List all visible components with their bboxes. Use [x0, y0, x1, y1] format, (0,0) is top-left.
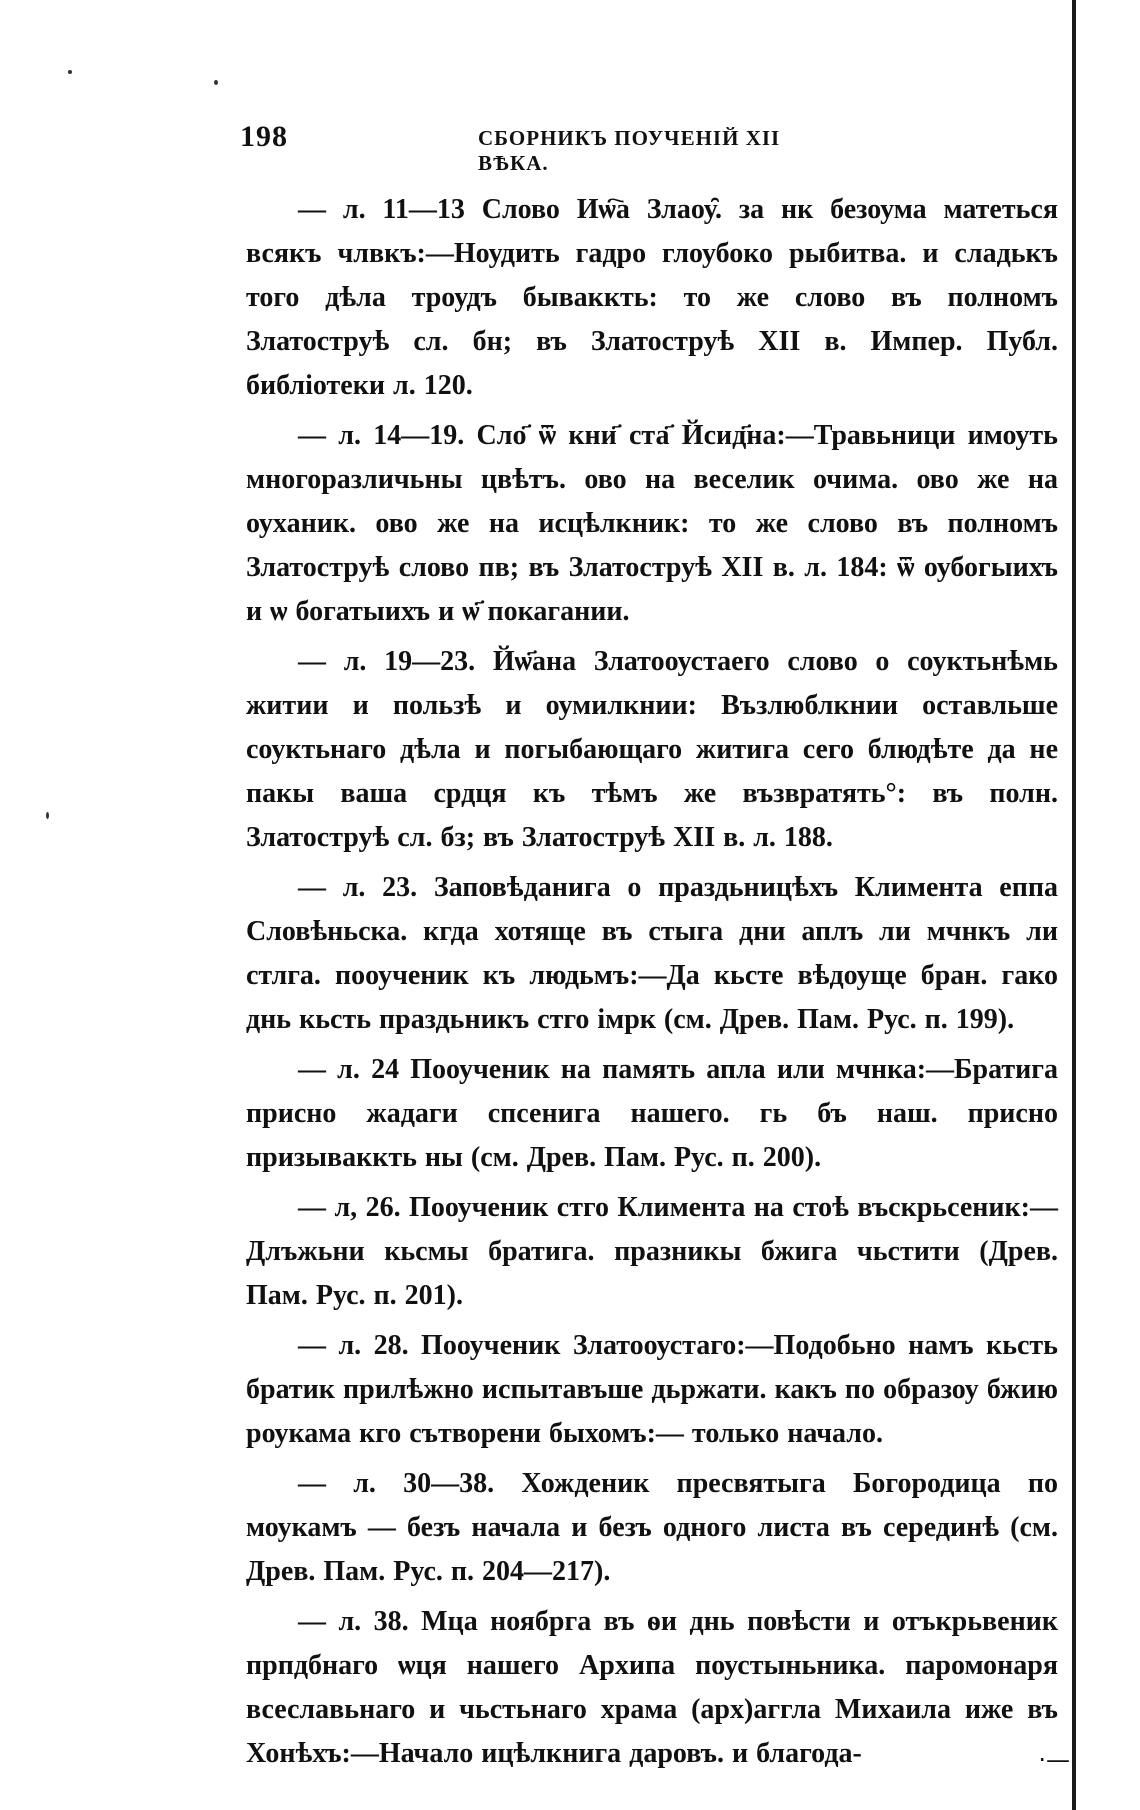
catalog-entry: — л. 19—23. Йѡ҃ана Златооустаего слово о соуктьнѣмь житии и пользѣ и оумилкнии: Възлюблкнии оставльше соуктьнаго дѣла и погыбающаго житига сего блюдѣте да не пакы ваша срдця къ тѣмъ же възвратять°: въ полн. Златоструѣ сл. бз; въ Златоструѣ XII в. л. 188.: [246, 646, 1058, 853]
catalog-entry: — л. 14—19. Сло҃ ѿ кни҃ ста҃ Йсид҃на:—Травьници имоуть многоразличьны цвѣтъ. ово на веселик очима. ово же на оуханик. ово же на исцѣлкник: то же слово въ полномъ Златоструѣ слово пв; въ Златоструѣ XII в. л. 184: ѿ оубогыихъ и ѡ богатыихъ и ѡ҃ покагании.: [246, 420, 1058, 627]
body-text: [246, 188, 1058, 1782]
speck-mark: [68, 70, 72, 74]
catalog-entry: — л. 38. Мца ноябрга въ ѳи днь повѣсти и отъкрьвеник прпдбнаго ѡця нашего Архипа поустыньника. паромонаря всеславьнаго и чьстьнаго храма (арх)аггла Михаила иже въ Хонѣхъ:—Начало ицѣлкнига даровъ. и благода-: [246, 1606, 1058, 1769]
catalog-entry: — л. 28. Пооученик Златооустаго:—Подобьно намъ кьсть братик прилѣжно испытавъше дьржати. какъ по образоу бжию роукама кго сътворени быхомъ:— только начало.: [246, 1330, 1058, 1449]
corner-mark: ·—: [1038, 1746, 1070, 1774]
page-header: [240, 120, 840, 175]
catalog-entry: — л, 26. Пооученик стго Климента на стоѣ въскрьсеник:—Длъжьни кьсмы братига. празникы бжига чьстити (Древ. Пам. Рус. п. 201).: [246, 1192, 1058, 1311]
speck-mark: [46, 812, 49, 819]
running-head: СБОРНИКЪ ПОУЧЕНІЙ XII ВѢКА.: [478, 126, 781, 175]
page-number: 198: [240, 120, 288, 153]
catalog-entry: — л. 30—38. Хожденик пресвятыга Богородица по моукамъ — безъ начала и безъ одного листа въ серединѣ (см. Древ. Пам. Рус. п. 204—217).: [246, 1468, 1058, 1587]
page-edge-shadow: [1072, 0, 1076, 1810]
catalog-entry: — л. 11—13 Слово Иѡ҇а Злаоу̑. за нк безоума матеться всякъ члвкъ:—Ноудить гадро глоубоко рыбитва. и сладькъ того дѣла троудъ бываккть: то же слово въ полномъ Златоструѣ сл. бн; въ Златоструѣ XII в. Импер. Публ. библіотеки л. 120.: [246, 194, 1058, 401]
catalog-entry: — л. 23. Заповѣданига о праздьницѣхъ Климента еппа Словѣньска. кгда хотяще въ стыга дни аплъ ли мчнкъ ли стлга. пооученик къ людьмъ:—Да кьсте вѣдоуще бран. гако днь кьсть праздьникъ стго імрк (см. Древ. Пам. Рус. п. 199).: [246, 872, 1058, 1035]
speck-mark: [214, 80, 218, 85]
catalog-entry: — л. 24 Пооученик на память апла или мчнка:—Братига присно жадаги спсенига нашего. гь бъ наш. присно призываккть ны (см. Древ. Пам. Рус. п. 200).: [246, 1054, 1058, 1173]
